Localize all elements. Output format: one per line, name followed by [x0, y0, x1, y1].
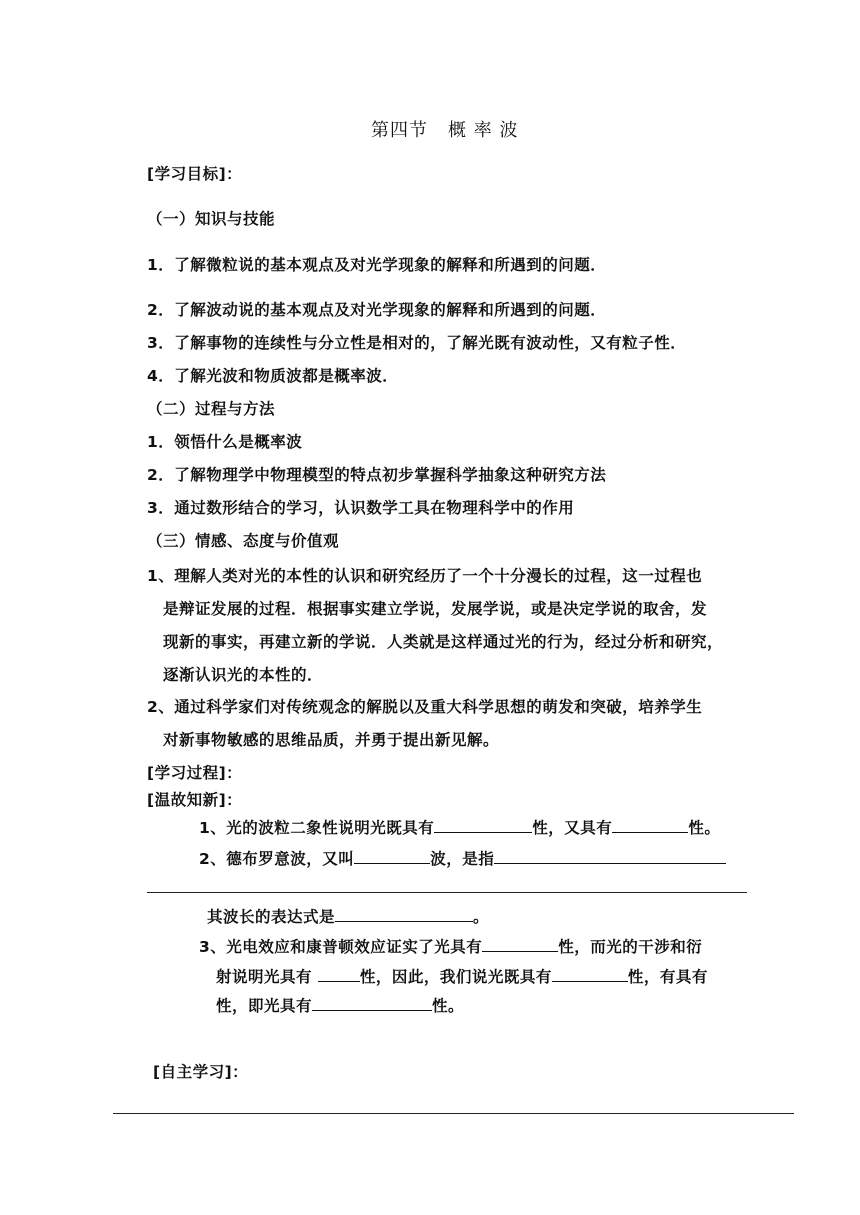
- review-question-3-line-2: [216, 967, 708, 987]
- q3-text-a: 3、光电效应和康普顿效应证实了光具有: [199, 938, 483, 956]
- q3-blank-3[interactable]: [552, 967, 628, 982]
- q1-text-b: 性，又具有: [532, 819, 613, 837]
- review-question-1: [199, 818, 720, 838]
- q1-blank-1[interactable]: [434, 818, 532, 833]
- page-title: [371, 121, 518, 141]
- q2-text-b: 波，是指: [430, 850, 495, 868]
- q3-blank-4[interactable]: [312, 996, 432, 1011]
- attitude-item-1-line-2: 是辩证发展的过程．根据事实建立学说，发展学说，或是决定学说的取舍，发: [163, 600, 708, 618]
- knowledge-item-3: 3．了解事物的连续性与分立性是相对的，了解光既有波动性，又有粒子性．: [147, 334, 687, 352]
- attitude-item-2-line-1: 2、通过科学家们对传统观念的解脱以及重大科学思想的萌发和突破，培养学生: [147, 698, 703, 716]
- attitude-item-1-line-1: 1、理解人类对光的本性的认识和研究经历了一个十分漫长的过程，这一过程也: [147, 567, 703, 585]
- process-item-3: 3．通过数形结合的学习，认识数学工具在物理科学中的作用: [147, 499, 575, 517]
- q2-text-c: 其波长的表达式是: [207, 908, 336, 926]
- q3-text-f: 性，即光具有: [216, 997, 313, 1015]
- attitude-item-2-line-2: 对新事物敏感的思维品质，并勇于提出新见解。: [163, 731, 500, 749]
- title-section: 第四节: [371, 120, 428, 141]
- knowledge-item-4: 4．了解光波和物质波都是概率波．: [147, 367, 399, 385]
- q2-blank-3[interactable]: [335, 907, 473, 922]
- review-question-2: [199, 849, 726, 869]
- attitude-item-1-line-3: 现新的事实，再建立新的学说．人类就是这样通过光的行为，经过分析和研究，: [163, 633, 724, 651]
- review-header: [温故知新]：: [147, 791, 243, 809]
- process-item-2: 2．了解物理学中物理模型的特点初步掌握科学抽象这种研究方法: [147, 466, 607, 484]
- q2-text-d: 。: [473, 908, 490, 926]
- q1-text-a: 1、光的波粒二象性说明光既具有: [199, 819, 435, 837]
- self-study-header: [自主学习]：: [153, 1063, 249, 1081]
- section-process-header: （二）过程与方法: [147, 400, 276, 418]
- q2-blank-1[interactable]: [354, 849, 430, 864]
- learning-process-header: [学习过程]：: [147, 764, 243, 782]
- review-question-3-line-3: [216, 996, 464, 1016]
- process-item-1: 1．领悟什么是概率波: [147, 433, 303, 451]
- q3-blank-1[interactable]: [482, 937, 558, 952]
- q3-text-e: 性，有具有: [627, 968, 708, 986]
- page-divider: [113, 1113, 794, 1114]
- q1-text-c: 性。: [688, 819, 721, 837]
- objectives-header: [学习目标]：: [147, 165, 243, 183]
- q3-text-b: 性，而光的干涉和衍: [558, 938, 703, 956]
- q3-text-g: 性。: [432, 997, 465, 1015]
- q2-text-a: 2、德布罗意波，又叫: [199, 850, 355, 868]
- q3-text-d: 性，因此，我们说光既具有: [359, 968, 552, 986]
- section-attitude-header: （三）情感、态度与价值观: [147, 532, 340, 550]
- q2-blank-2[interactable]: [494, 849, 726, 864]
- q3-blank-2[interactable]: [318, 967, 360, 982]
- review-question-3-line-1: [199, 937, 702, 957]
- q1-blank-2[interactable]: [612, 818, 688, 833]
- attitude-item-1-line-4: 逐渐认识光的本性的．: [163, 666, 324, 684]
- section-knowledge-header: （一）知识与技能: [147, 210, 276, 228]
- knowledge-item-1: 1．了解微粒说的基本观点及对光学现象的解释和所遇到的问题．: [147, 256, 607, 274]
- q2-answer-line[interactable]: [147, 892, 747, 893]
- review-question-2-cont: [207, 907, 489, 927]
- q3-text-c: 射说明光具有: [216, 968, 318, 986]
- title-topic: 概 率 波: [448, 120, 519, 141]
- knowledge-item-2: 2．了解波动说的基本观点及对光学现象的解释和所遇到的问题．: [147, 301, 607, 319]
